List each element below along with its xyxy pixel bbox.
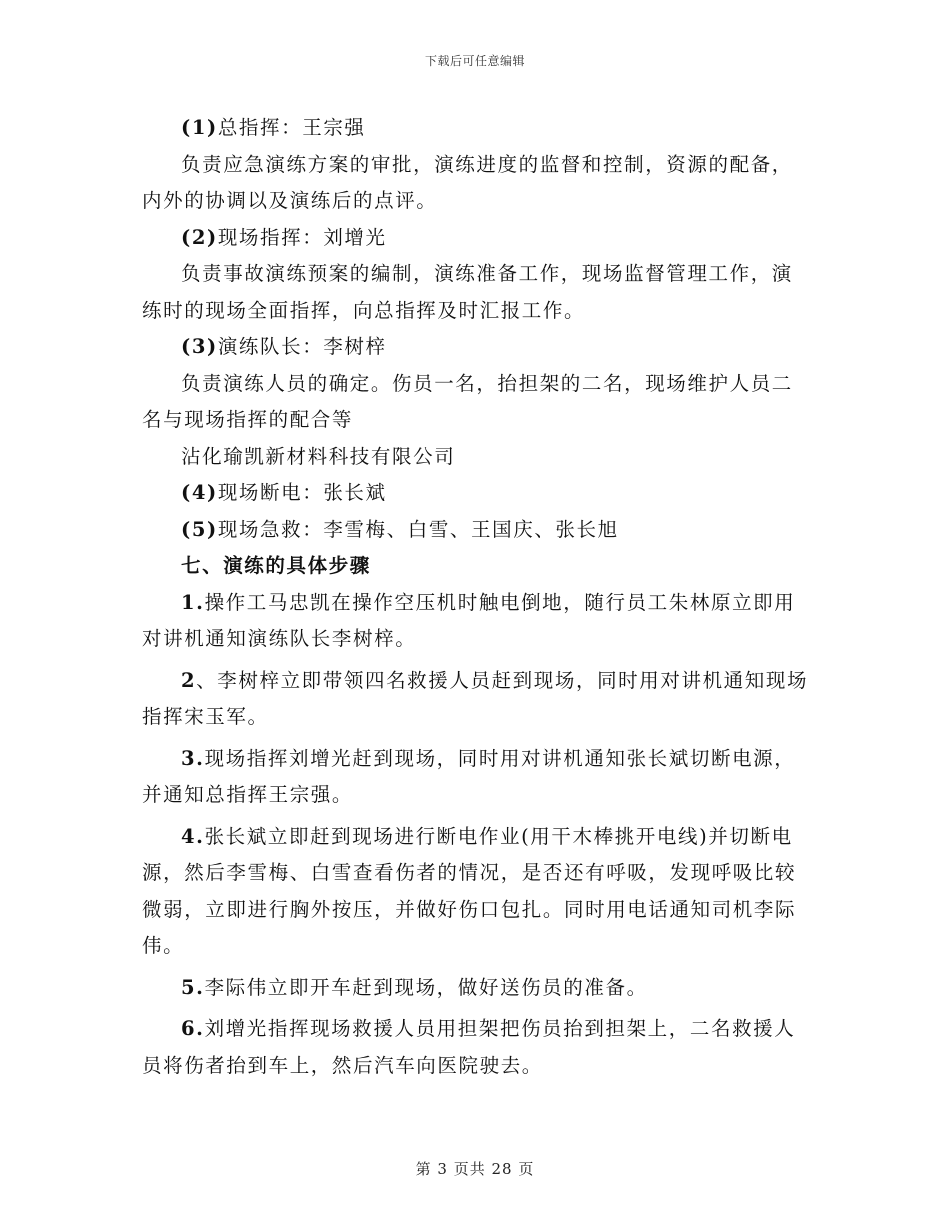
page-footer: 第 3 页共 28 页: [415, 1160, 535, 1178]
item-2: [142, 220, 810, 257]
item-1-number: (1): [181, 116, 218, 139]
step-2: [142, 663, 810, 736]
item-1-text: 总指挥：王宗强: [217, 116, 366, 139]
step-1: [142, 585, 810, 658]
step-3-number: 3.: [181, 746, 205, 770]
item-2-description: 负责事故演练预案的编制，演练准备工作，现场监督管理工作，演练时的现场全面指挥，向总指挥及时汇报工作。: [142, 262, 793, 322]
document-body: [142, 110, 810, 1084]
item-3-description: 负责演练人员的确定。伤员一名，抬担架的二名，现场维护人员二名与现场指挥的配合等: [142, 371, 793, 431]
item-3-text: 演练队长：李树梓: [217, 335, 387, 358]
step-4: [142, 819, 810, 965]
item-4-number: (4): [181, 481, 218, 504]
step-3-text: 现场指挥刘增光赶到现场，同时用对讲机通知张长斌切断电源，并通知总指挥王宗强。: [142, 746, 796, 806]
item-4-text: 现场断电：张长斌: [217, 481, 387, 504]
step-1-text: 操作工马忠凯在操作空压机时触电倒地，随行员工朱林原立即用对讲机通知演练队长李树梓。: [142, 590, 796, 650]
section-heading: 七、演练的具体步骤: [181, 554, 371, 577]
step-4-number: 4.: [181, 824, 205, 848]
item-5-text: 现场急救：李雪梅、白雪、王国庆、张长旭: [217, 517, 619, 541]
step-2-text: 、李树梓立即带领四名救援人员赶到现场，同时用对讲机通知现场指挥宋玉军。: [142, 668, 809, 728]
item-4: [142, 475, 810, 512]
step-5: [142, 970, 810, 1007]
step-6: [142, 1011, 810, 1084]
item-3-number: (3): [181, 335, 218, 358]
item-1-description: 负责应急演练方案的审批，演练进度的监督和控制，资源的配备，内外的协调以及演练后的点评。: [142, 152, 793, 212]
item-2-text: 现场指挥：刘增光: [217, 225, 387, 249]
step-5-text: 李际伟立即开车赶到现场，做好送伤员的准备。: [204, 975, 648, 999]
page-header: 下载后可任意编辑: [424, 54, 525, 68]
step-6-text: 刘增光指挥现场救援人员用担架把伤员抬到担架上，二名救援人员将伤者抬到车上，然后汽车向医院驶去。: [142, 1017, 796, 1077]
company-name: 沾化瑜凯新材料科技有限公司: [181, 444, 456, 468]
step-1-number: 1.: [181, 590, 205, 614]
item-2-number: (2): [181, 225, 218, 249]
step-2-number: 2: [181, 668, 197, 692]
item-1: [142, 110, 810, 147]
step-5-number: 5.: [181, 975, 205, 999]
item-5-number: (5): [181, 517, 218, 541]
step-6-number: 6.: [181, 1017, 205, 1040]
step-4-text: 张长斌立即赶到现场进行断电作业(用干木棒挑开电线)并切断电源，然后李雪梅、白雪查看伤者的情况，是否还有呼吸，发现呼吸比较微弱，立即进行胸外按压，并做好伤口包扎。同时用电话通知司机李际伟。: [142, 824, 797, 957]
step-3: [142, 741, 810, 814]
item-5: [142, 512, 810, 549]
item-3: [142, 329, 810, 366]
